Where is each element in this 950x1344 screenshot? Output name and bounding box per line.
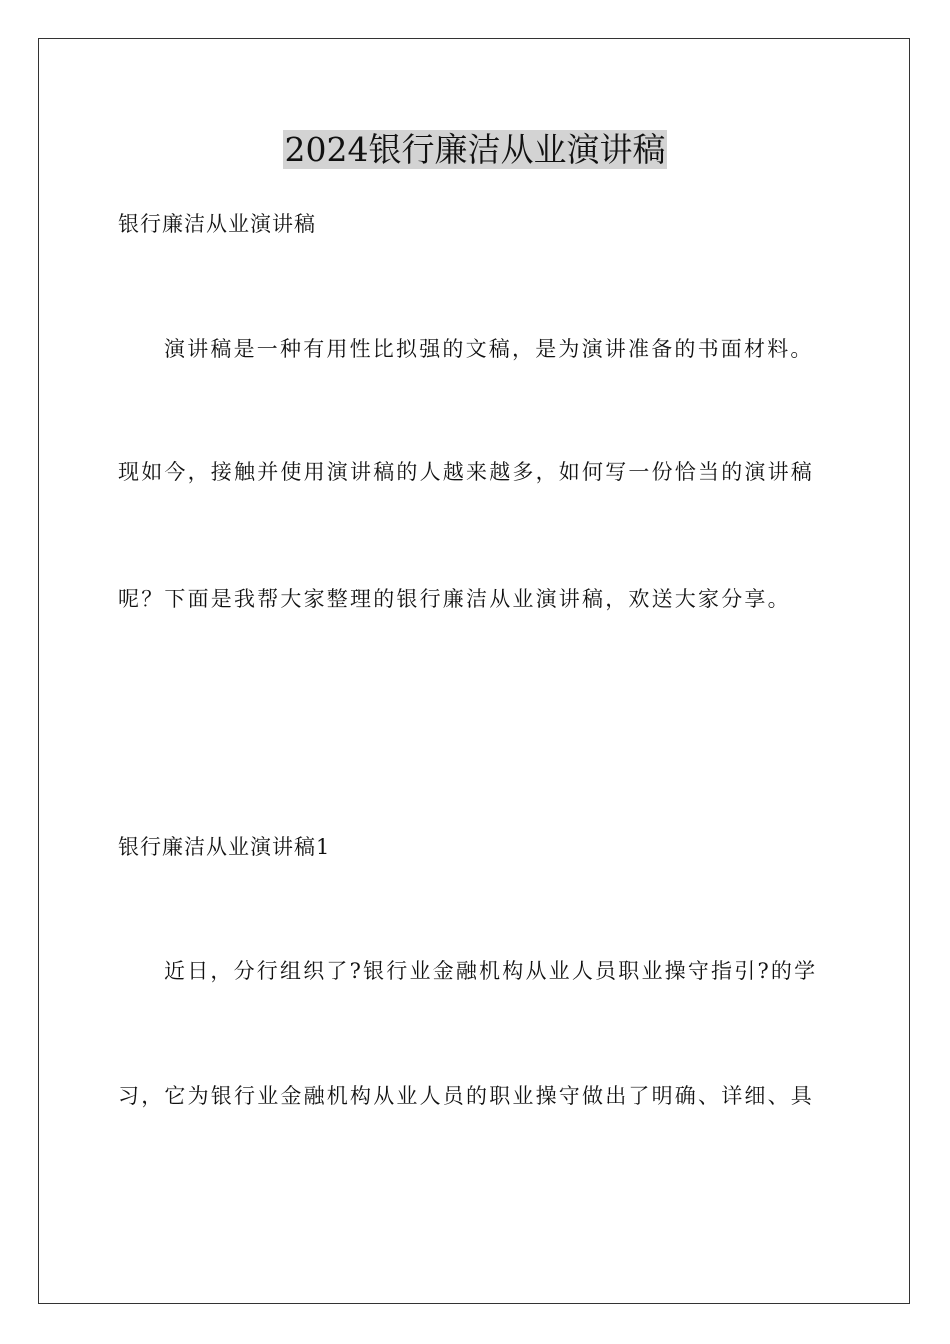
intro-line-1: 演讲稿是一种有用性比拟强的文稿，是为演讲准备的书面材料。 [164, 337, 814, 361]
document-subtitle: 银行廉洁从业演讲稿 [118, 212, 316, 236]
intro-line-3: 呢？下面是我帮大家整理的银行廉洁从业演讲稿，欢送大家分享。 [118, 587, 791, 611]
document-title [0, 128, 950, 172]
section-heading: 银行廉洁从业演讲稿1 [118, 835, 331, 859]
section-line-2: 习，它为银行业金融机构从业人员的职业操守做出了明确、详细、具 [118, 1084, 814, 1108]
section-line-1: 近日，分行组织了?银行业金融机构从业人员职业操守指引?的学 [164, 959, 818, 983]
document-title-text: 2024银行廉洁从业演讲稿 [284, 130, 666, 169]
intro-line-2: 现如今，接触并使用演讲稿的人越来越多，如何写一份恰当的演讲稿 [118, 460, 814, 484]
